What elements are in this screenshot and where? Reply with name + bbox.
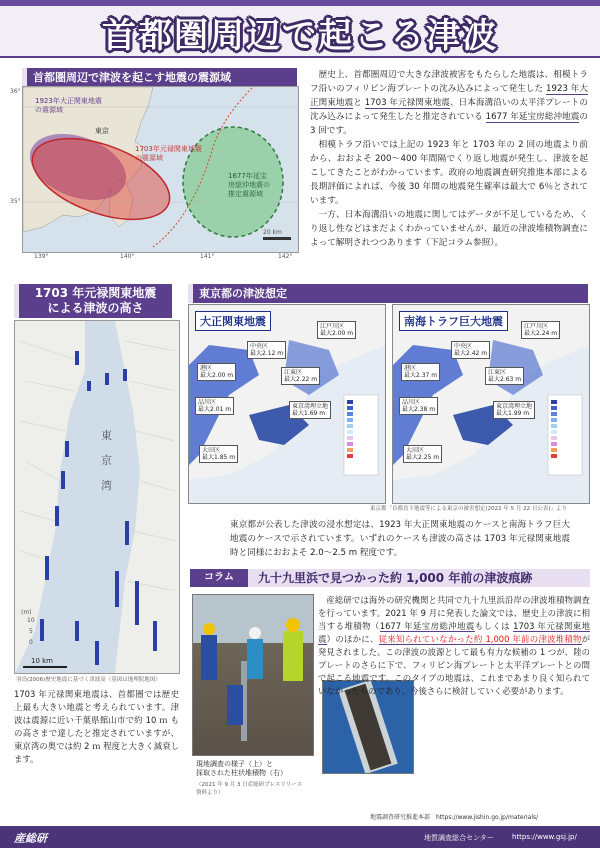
ward-edogawa: 江戸川区 最大2.24 m <box>521 321 560 339</box>
map-scale-label: 20 km <box>263 229 282 236</box>
tsunami-bar <box>55 506 59 526</box>
column-text-pre: 産総研では海外の研究機関と共同で九十九里浜沿岸の津波堆積物調査を行っています。2021 年 9 月に発表した論文では、歴史上の津波に相当する堆積物（ <box>318 595 590 631</box>
intro-paragraph-1 <box>310 68 588 138</box>
intro-p1-mid1: と <box>353 98 365 108</box>
label-taisho-source: 1923年大正関東地震 の震源域 <box>35 97 102 114</box>
intro-p1-mid2: 、日本海溝沿いの太平洋プレートの沈み込みによって発生したと推定されている <box>310 98 588 122</box>
place-label-kyo: 京 <box>101 454 112 467</box>
intro-p1-taisho: 1923 年大正関東地震 <box>310 84 589 108</box>
ward-chuo: 中央区 最大2.12 m <box>247 341 286 359</box>
tsunami-bar <box>95 641 99 665</box>
column-highlight: 従来知られていなかった約 1,000 年前の津波堆積物 <box>378 634 582 644</box>
section-heading-source-areas: 首都圏周辺で津波を起こす地震の震源域 <box>22 68 297 87</box>
ward-chuo: 中央区 最大2.42 m <box>451 341 490 359</box>
legend-tick-5: 5 <box>29 628 33 635</box>
ward-umetatechi: 東京湾埋立地 最大1.69 m <box>289 401 331 419</box>
column-text-mid2: ）のほかに、 <box>326 634 379 644</box>
genroku-tsunami-map <box>14 320 180 674</box>
section2-heading-line2: による津波の高さ <box>47 301 144 315</box>
ward-ota: 大田区 最大2.25 m <box>403 445 442 463</box>
page-title: 首都圏周辺で起こる津波 <box>102 16 498 56</box>
ward-minato: 港区 最大2.00 m <box>197 363 236 381</box>
ward-ota: 大田区 最大1.85 m <box>199 445 238 463</box>
intro-p1-pre: 歴史上、首都圏周辺で大きな津波被害をもたらした地震は、相模トラフ沿いのフィリピン海プレートの沈み込みによって発生した <box>310 70 588 94</box>
intro-p1-genroku: 1703 年元禄関東地震 <box>364 98 450 108</box>
tsunami-bar <box>123 369 127 381</box>
tsunami-bar <box>65 441 69 457</box>
scale-label: 10 km <box>31 657 54 665</box>
tsunami-bar <box>75 351 79 365</box>
label-genroku-source: 1703年元禄関東地震 の震源域 <box>135 145 202 162</box>
lon-140-label: 140° <box>120 253 135 260</box>
column-title: 九十九里浜で見つかった約 1,000 年前の津波痕跡 <box>258 571 533 585</box>
tsunami-bar <box>135 581 139 625</box>
tokyo-source: 東京都「首都直下地震等による東京の被害想定(2022 年 5 月 22 日公表)」より <box>370 506 568 512</box>
panel-nankai-title: 南海トラフ巨大地震 <box>399 311 508 331</box>
photo-caption-source: （2021 年 9 月 3 日産総研プレスリリース 資料より） <box>196 782 303 796</box>
tsunami-bar <box>153 621 157 651</box>
column-tag: コラム <box>190 569 248 587</box>
intro-p1-enpo: 1677 年延宝房総沖地震 <box>485 112 580 122</box>
genroku-text: 1703 年元禄関東地震は、首都圏では歴史上最も大きい地震と考えられています。津波は震源に近い千葉県館山市で約 10 ｍ もの高さまで達したと推定されていますが、東京湾の奥では約 2 ｍ 程度と大きく減衰します。 <box>14 689 179 764</box>
photo-caption: 現地調査の様子（上）と 採取された柱状堆積物（右） <box>196 760 287 777</box>
legend-tick-10: 10 <box>27 617 35 624</box>
field-survey-photo <box>192 594 314 756</box>
section-heading-tokyo-assumption: 東京都の津波想定 <box>188 284 588 303</box>
ward-minato: 港区 最大2.37 m <box>401 363 440 381</box>
gsj-url: https://www.gsj.jp/ <box>512 833 577 841</box>
tokyo-text: 東京都が公表した津波の浸水想定は、1923 年大正関東地震のケースと南海トラフ巨大地震のケースで示されています。いずれのケースも津波の高さは 1703 年元禄関東地震時と同様におおよそ 2.0～2.5 m 程度です。 <box>230 520 570 558</box>
place-label-wan: 湾 <box>101 479 112 492</box>
lon-141-label: 141° <box>200 253 215 260</box>
ward-koto: 江東区 最大2.63 m <box>485 367 524 385</box>
column-text-post: が発見されました。この津波の波源として最も有力な候補の 1 つが、陸のプレートのさらに下で、フィリピン海プレートと太平洋プレートとの間で起こる地震です。このタイプの地震は、これまであまり良く知られていなかったものであり、今後さらに検討していく必要があります。 <box>318 634 591 696</box>
aist-logo: 産総研 <box>14 832 47 845</box>
ward-shinagawa: 品川区 最大2.01 m <box>195 397 234 415</box>
tsunami-bar <box>125 521 129 545</box>
column-text <box>318 594 590 698</box>
scale-bar <box>23 666 67 668</box>
column-enpo: 1677 年延宝房総沖地震 <box>379 621 475 631</box>
lon-139-label: 139° <box>34 253 49 260</box>
panel-nankai <box>392 304 590 504</box>
lon-142-label: 142° <box>278 253 293 260</box>
tsunami-bar <box>105 373 109 385</box>
header-stripe <box>0 0 600 6</box>
tsunami-bar <box>115 571 119 607</box>
tsunami-bar <box>75 621 79 641</box>
section2-heading-line1: 1703 年元禄関東地震 <box>34 286 157 300</box>
column-text-mid1: もしくは <box>474 621 514 631</box>
tsunami-bar <box>87 381 91 391</box>
lat-35-label: 35° <box>10 198 21 205</box>
lat-36-label: 36° <box>10 88 21 95</box>
legend-tick-0: 0 <box>29 639 33 646</box>
legend-unit: (m) <box>21 609 32 616</box>
ward-edogawa: 江戸川区 最大2.00 m <box>317 321 356 339</box>
ward-umetatechi: 東京湾埋立地 最大1.99 m <box>493 401 535 419</box>
legend-bar <box>40 619 44 641</box>
source-area-map <box>22 86 299 253</box>
tsunami-bar <box>45 556 49 580</box>
field-photo-figures <box>193 595 313 755</box>
column-genroku: 1703 年元禄関東地震 <box>318 621 590 644</box>
label-enpo-source: 1677年延宝 房総沖地震の 推定震源域 <box>228 172 270 198</box>
gsj-name: 地質調査総合センター <box>424 834 494 842</box>
intro-paragraph-2: 相模トラフ沿いでは上記の 1923 年と 1703 年の 2 回の地震より前から、おおよそ 200～400 年間隔でくり返し地震が発生し、津波を起こしてきたことがわかっています。政府の地震調査研究推進本部による長期評価によれば、今後 30 年間の地震発生確率は最大で 6％とされています。 <box>310 140 588 206</box>
place-label-east: 東 <box>101 429 112 442</box>
panel-taisho-title: 大正関東地震 <box>195 311 271 331</box>
footer-bar <box>0 826 600 848</box>
intro-p1-post: の 3 回です。 <box>310 112 588 136</box>
intro-paragraph-3: 一方、日本海溝沿いの地震に関してはデータが不足しているため、くり返し性などはまだよくわかっていませんが、最近の津波堆積物調査によって解明されつつあります（下記コラム参照）。 <box>310 210 588 248</box>
tsunami-bar <box>61 471 65 489</box>
intro-text <box>310 68 588 250</box>
ward-shinagawa: 品川区 最大2.38 m <box>399 397 438 415</box>
panel-taisho <box>188 304 386 504</box>
genroku-map-credit: 羽鳥(2006)歴史地震に基づく津波高（基図は地理院地図） <box>16 677 161 683</box>
column-paragraph <box>318 594 590 698</box>
label-tokyo: 東京 <box>95 127 109 135</box>
header-banner <box>0 0 600 58</box>
section-heading-genroku-heights <box>14 284 172 318</box>
ward-koto: 江東区 最大2.22 m <box>281 367 320 385</box>
credit-jishin: 地震調査研究推進本部 https://www.jishin.go.jp/materials/ <box>370 814 539 821</box>
